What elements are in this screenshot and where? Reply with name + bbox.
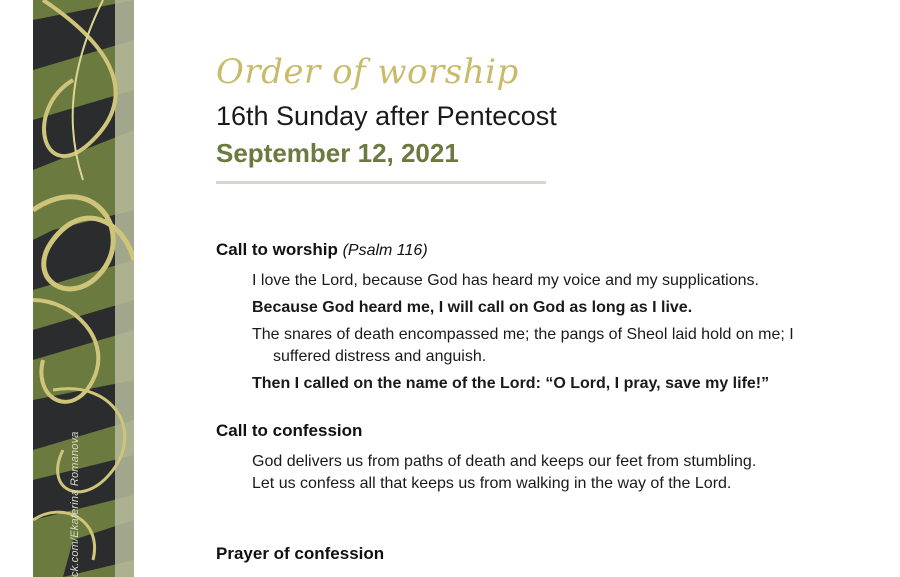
response-line-2: Then I called on the name of the Lord: “O Lord, I pray, save my life!”: [252, 375, 770, 392]
response-line-1: Because God heard me, I will call on God as long as I live.: [252, 299, 693, 316]
leader-line-1: I love the Lord, because God has heard my voice and my supplications.: [252, 272, 759, 289]
call-to-confession-heading: Call to confession: [216, 421, 363, 440]
leader-line-2: The snares of death encompassed me; the pangs of Sheol laid hold on me; I suffered distress and anguish.: [252, 326, 794, 365]
liturgical-day: 16th Sunday after Pentecost: [216, 101, 557, 131]
header-divider: [216, 181, 546, 184]
call-to-worship-heading: [216, 240, 428, 260]
abstract-artwork-image: [33, 0, 134, 577]
service-date: September 12, 2021: [216, 138, 459, 168]
decorative-side-banner: [33, 0, 134, 577]
photo-credit: ck.com/Ekaterina Romanova: [69, 431, 81, 577]
scripture-reference: (Psalm 116): [342, 242, 428, 259]
order-of-worship-title: Order of worship: [216, 52, 519, 92]
prayer-of-confession-heading: Prayer of confession: [216, 544, 385, 563]
call-to-worship-heading-label: Call to worship: [216, 240, 338, 259]
call-to-confession-text: God delivers us from paths of death and keeps our feet from stumbling. Let us confess all that keeps us from walking in the way of the Lord.: [252, 453, 757, 492]
